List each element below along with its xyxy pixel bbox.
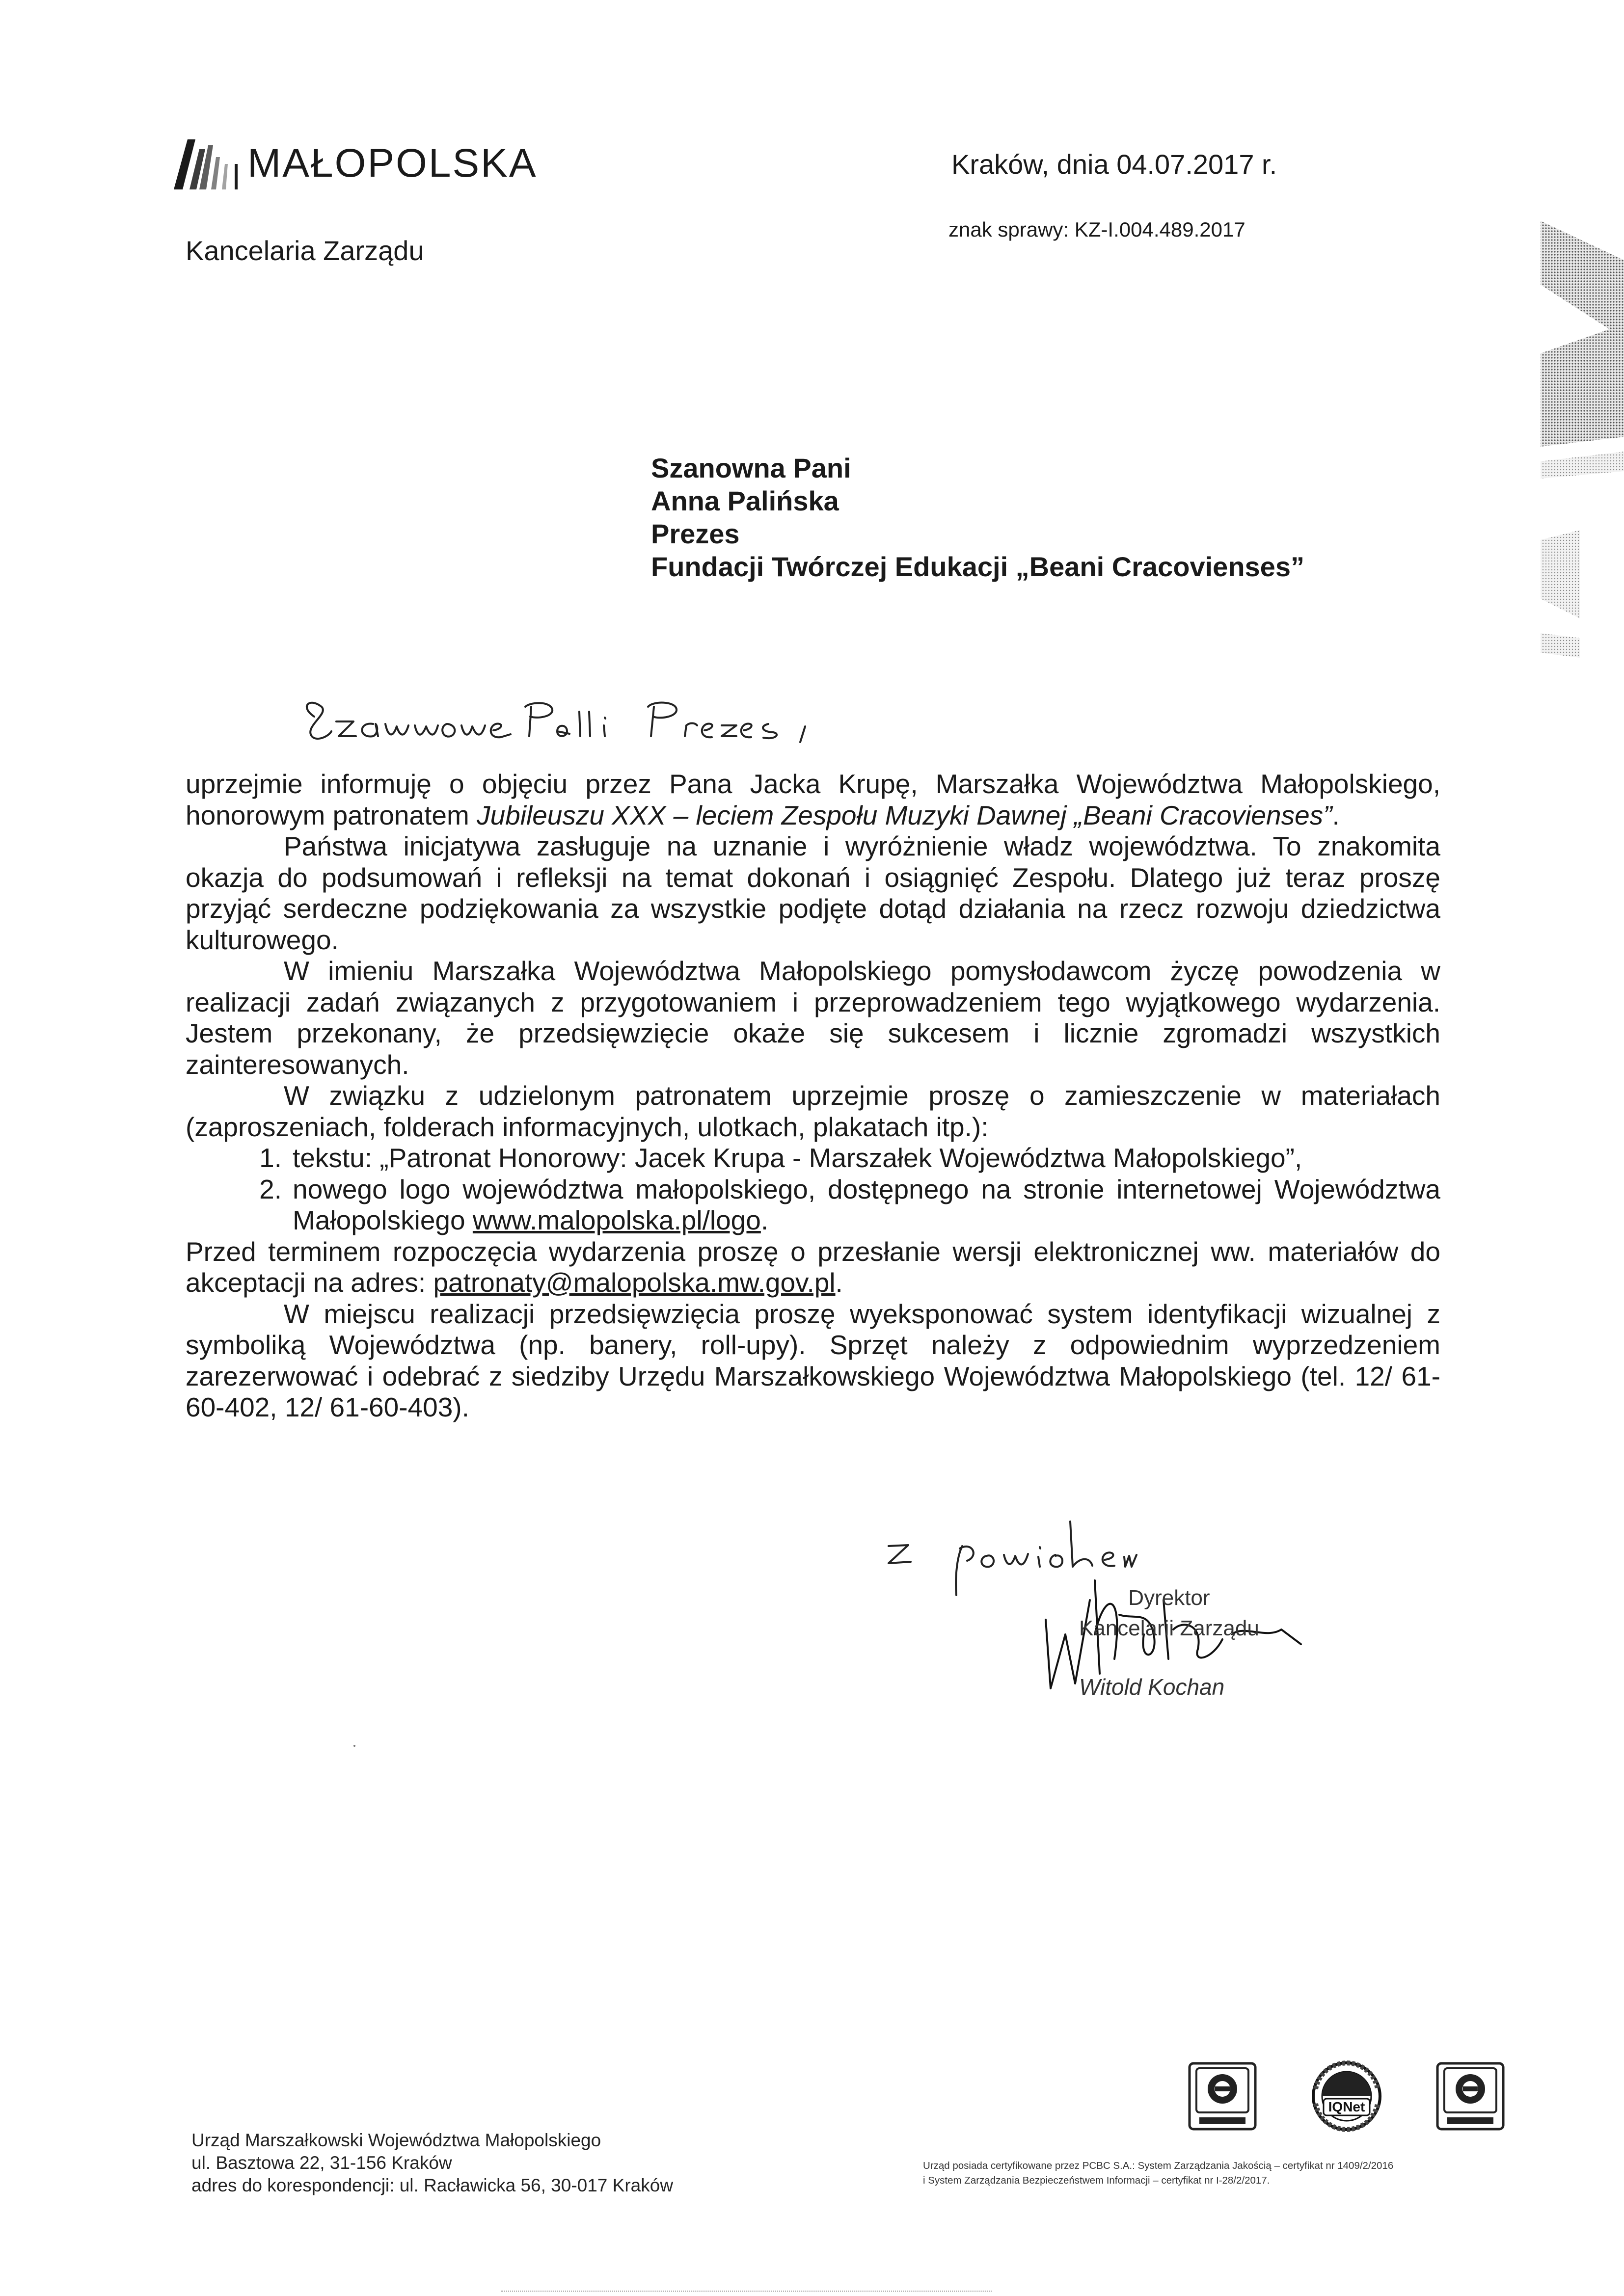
footer-institution: Urząd Marszałkowski Województwa Małopolskiego	[191, 2130, 601, 2150]
pcbc-isms-certificate-icon	[1434, 2059, 1507, 2133]
scan-speck	[353, 1745, 355, 1747]
paragraph-deadline	[186, 1236, 1440, 1299]
letter-body	[186, 769, 1440, 1423]
list-number: 2.	[259, 1174, 282, 1204]
event-name: Jubileuszu XXX – leciem Zespołu Muzyki Dawnej „Beani Cracovienses”	[477, 800, 1332, 830]
department-name: Kancelaria Zarządu	[186, 235, 424, 266]
addressee-organization: Fundacji Twórczej Edukacji „Beani Cracovienses”	[651, 551, 1304, 582]
case-reference: znak sprawy: KZ-I.004.489.2017	[948, 218, 1245, 241]
handwritten-salutation	[295, 687, 933, 751]
bottom-dotted-line	[501, 2291, 992, 2292]
signatory-stamp	[1079, 1583, 1259, 1644]
addressee-name: Anna Palińska	[651, 485, 839, 516]
footer-street: ul. Basztowa 22, 31-156 Kraków	[191, 2153, 452, 2173]
materials-list	[186, 1143, 1440, 1236]
side-stripes-decoration	[1506, 206, 1624, 677]
cert-note-line: i System Zarządzania Bezpieczeństwem Informacji – certyfikat nr I-28/2/2017.	[923, 2175, 1270, 2186]
list-text-part: nowego logo województwa małopolskiego, dostępnego na stronie internetowej Województwa Małopolskiego	[293, 1174, 1440, 1235]
list-item	[186, 1143, 1440, 1174]
logo-link[interactable]: www.malopolska.pl/logo	[472, 1205, 761, 1235]
paragraph-wishes: W imieniu Marszałka Województwa Małopolskiego pomysłodawcom życzę powodzenia w realizacji zadań związanych z przygotowaniem i przeprowadzeniem tego wyjątkowego wydarzenia. Jestem przekonany, że przedsięwzięcie okaże się sukcesem i licznie zgromadzi wszystkich zainteresowanych.	[186, 956, 1440, 1080]
paragraph-text: uprzejmie informuję o objęciu przez Pana Jacka Krupę, Marszałka Województwa Małopolskiego, honorowym patronatem	[186, 769, 1440, 830]
certification-note	[923, 2159, 1393, 2188]
stamp-position: Dyrektor	[1128, 1586, 1210, 1610]
iqnet-certificate-icon	[1310, 2059, 1383, 2133]
signatory-name: Witold Kochan	[1079, 1674, 1225, 1700]
malopolska-logo	[171, 132, 538, 195]
paragraph-visual-identity: W miejscu realizacji przedsięwzięcia proszę wyeksponować system identyfikacji wizualnej z symboliką Województwa (np. banery, roll-upy). Sprzęt należy z odpowiednim wyprzedzeniem zarezerwować i odebrać z siedziby Urzędu Marszałkowskiego Województwa Małopolskiego (tel. 12/ 61-60-402, 12/ 61-60-403).	[186, 1298, 1440, 1422]
list-text	[293, 1174, 1440, 1236]
footer-address	[191, 2129, 673, 2197]
addressee-line: Szanowna Pani	[651, 453, 851, 483]
addressee-title: Prezes	[651, 518, 740, 549]
list-item	[186, 1174, 1440, 1236]
paragraph-request: W związku z udzielonym patronatem uprzejmie proszę o zamieszczenie w materiałach (zaproszeniach, folderach informacyjnych, ulotkach, plakatach itp.):	[186, 1080, 1440, 1142]
paragraph-text: Przed terminem rozpoczęcia wydarzenia proszę o przesłanie wersji elektronicznej ww. materiałów do akceptacji na adres:	[186, 1236, 1440, 1298]
logo-wordmark: MAŁOPOLSKA	[247, 141, 538, 186]
iqnet-badge-text: IQNet	[1328, 2099, 1365, 2114]
footer-correspondence: adres do korespondencji: ul. Racławicka 56, 30-017 Kraków	[191, 2175, 674, 2195]
cert-note-line: Urząd posiada certyfikowane przez PCBC S.A.: System Zarządzania Jakością – certyfikat nr 1409/2/2016	[923, 2160, 1394, 2171]
pcbc-certificate-icon	[1186, 2059, 1259, 2133]
email-link[interactable]: patronaty@malopolska.mw.gov.pl	[433, 1267, 836, 1298]
malopolska-emblem-icon	[171, 134, 244, 192]
letter-date: Kraków, dnia 04.07.2017 r.	[951, 149, 1277, 180]
punctuation: .	[760, 1205, 769, 1235]
list-number: 1.	[259, 1143, 282, 1173]
stamp-office: Kancelarii Zarządu	[1079, 1616, 1259, 1640]
addressee-block	[651, 452, 1304, 583]
punctuation: .	[1332, 800, 1340, 830]
certification-logos	[1186, 2059, 1507, 2148]
punctuation: .	[835, 1267, 843, 1298]
paragraph-patronage	[186, 769, 1440, 831]
paragraph-initiative: Państwa inicjatywa zasługuje na uznanie i wyróżnienie władz województwa. To znakomita okazja do podsumowań i refleksji na temat dokonań i osiągnięć Zespołu. Dlatego już teraz proszę przyjąć serdeczne podziękowania za wszystkie podjęte dotąd działania na rzecz rozwoju dziedzictwa kulturowego.	[186, 831, 1440, 955]
list-text: tekstu: „Patronat Honorowy: Jacek Krupa - Marszałek Województwa Małopolskiego”,	[293, 1143, 1302, 1173]
